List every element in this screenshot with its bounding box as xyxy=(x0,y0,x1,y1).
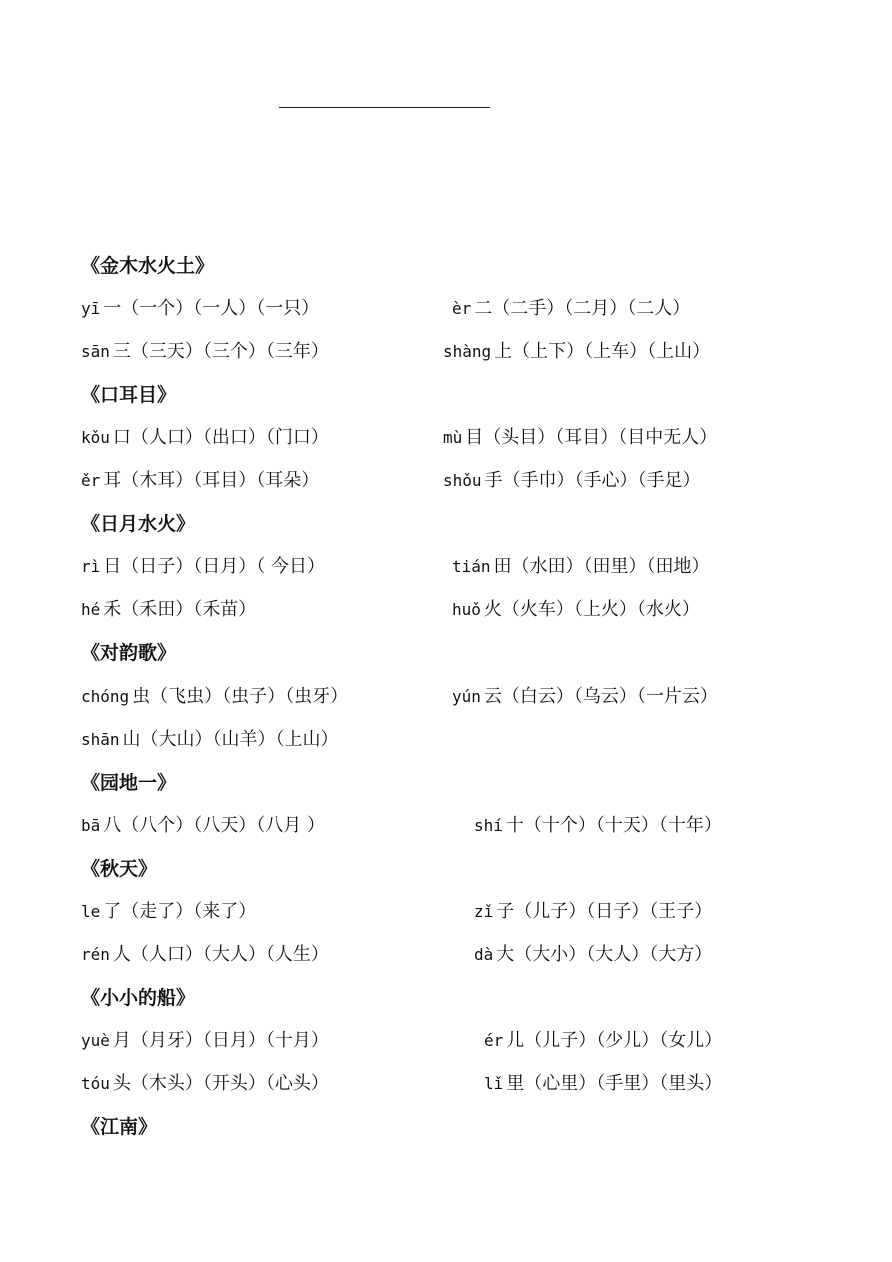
vocab-entry xyxy=(484,1029,722,1053)
lesson-title: 《日月水火》 xyxy=(81,513,196,535)
vocab-entry xyxy=(81,943,329,967)
words: 儿（儿子）（少儿）（女儿） xyxy=(506,1030,723,1051)
pinyin: tóu xyxy=(81,1074,110,1093)
words: 云（白云）（乌云）（一片云） xyxy=(483,686,718,707)
words: 十（十个）（十天）（十年） xyxy=(505,815,722,836)
vocab-entry xyxy=(81,598,256,622)
pinyin: lǐ xyxy=(484,1074,504,1093)
vocab-entry xyxy=(443,340,710,364)
pinyin: rì xyxy=(81,557,101,576)
vocab-entry xyxy=(81,814,325,838)
vocab-entry xyxy=(81,685,348,709)
vocab-entry xyxy=(443,469,701,493)
vocab-entry xyxy=(474,814,722,838)
vocab-entry xyxy=(81,728,339,752)
words: 田（水田）（田里）（田地） xyxy=(493,556,710,577)
pinyin: tián xyxy=(452,557,491,576)
words: 二（二手）（二月）（二人） xyxy=(474,298,691,319)
words: 三（三天）（三个）（三年） xyxy=(112,341,329,362)
words: 月（月牙）（日月）（十月） xyxy=(112,1030,329,1051)
vocab-entry xyxy=(452,555,710,579)
words: 头（木头）（开头）（心头） xyxy=(112,1073,329,1094)
pinyin: dà xyxy=(474,945,494,964)
lesson-title: 《园地一》 xyxy=(81,772,177,794)
pinyin: shí xyxy=(474,816,503,835)
words: 八（八个）（八天）（八月 ） xyxy=(103,815,325,836)
lesson-title: 《对韵歌》 xyxy=(81,642,177,664)
pinyin: mù xyxy=(443,428,463,447)
lesson-title: 《口耳目》 xyxy=(81,384,177,406)
lesson-title: 《小小的船》 xyxy=(81,987,196,1009)
pinyin: le xyxy=(81,902,101,921)
vocab-entry xyxy=(474,943,712,967)
vocab-entry xyxy=(452,598,700,622)
words: 火（火车）（上火）（水火） xyxy=(483,599,700,620)
vocab-entry xyxy=(474,900,712,924)
words: 禾（禾田）（禾苗） xyxy=(103,599,257,620)
pinyin: hé xyxy=(81,600,101,619)
lesson-title: 《金木水火土》 xyxy=(81,255,215,277)
pinyin: shàng xyxy=(443,342,492,361)
vocab-entry xyxy=(81,469,319,493)
words: 耳（木耳）（耳目）（耳朵） xyxy=(103,470,320,491)
words: 一（一个）（一人）（一只） xyxy=(103,298,320,319)
pinyin: yún xyxy=(452,687,481,706)
pinyin: rén xyxy=(81,945,110,964)
pinyin: chóng xyxy=(81,687,130,706)
vocab-entry xyxy=(81,900,256,924)
words: 口（人口）（出口）（门口） xyxy=(112,427,329,448)
vocab-entry xyxy=(81,426,329,450)
vocab-entry xyxy=(81,340,329,364)
words: 大（大小）（大人）（大方） xyxy=(496,944,713,965)
vocab-entry xyxy=(81,297,319,321)
lesson-title: 《江南》 xyxy=(81,1116,158,1138)
words: 目（头目）（耳目）（目中无人） xyxy=(465,427,718,448)
pinyin: shǒu xyxy=(443,471,482,490)
vocab-entry xyxy=(81,555,325,579)
lesson-title: 《秋天》 xyxy=(81,858,158,880)
words: 山（大山）（山羊）（上山） xyxy=(122,729,339,750)
words: 虫（飞虫）（虫子）（虫牙） xyxy=(132,686,349,707)
vocab-entry xyxy=(81,1072,329,1096)
vocab-entry xyxy=(484,1072,722,1096)
vocab-entry xyxy=(452,297,690,321)
words: 人（人口）（大人）（人生） xyxy=(112,944,329,965)
pinyin: yuè xyxy=(81,1031,110,1050)
vocab-entry xyxy=(81,1029,329,1053)
pinyin: huǒ xyxy=(452,600,481,619)
words: 里（心里）（手里）（里头） xyxy=(506,1073,723,1094)
pinyin: kǒu xyxy=(81,428,110,447)
words: 日（日子）（日月）（ 今日） xyxy=(103,556,325,577)
vocab-entry xyxy=(443,426,717,450)
words: 了（走了）（来了） xyxy=(103,901,257,922)
pinyin: shān xyxy=(81,730,120,749)
pinyin: yī xyxy=(81,299,101,318)
words: 上（上下）（上车）（上山） xyxy=(494,341,711,362)
pinyin: zǐ xyxy=(474,902,494,921)
pinyin: ěr xyxy=(81,471,101,490)
pinyin: ér xyxy=(484,1031,504,1050)
words: 子（儿子）（日子）（王子） xyxy=(496,901,713,922)
words: 手（手巾）（手心）（手足） xyxy=(484,470,701,491)
pinyin: sān xyxy=(81,342,110,361)
vocab-entry xyxy=(452,685,718,709)
pinyin: bā xyxy=(81,816,101,835)
pinyin: èr xyxy=(452,299,472,318)
